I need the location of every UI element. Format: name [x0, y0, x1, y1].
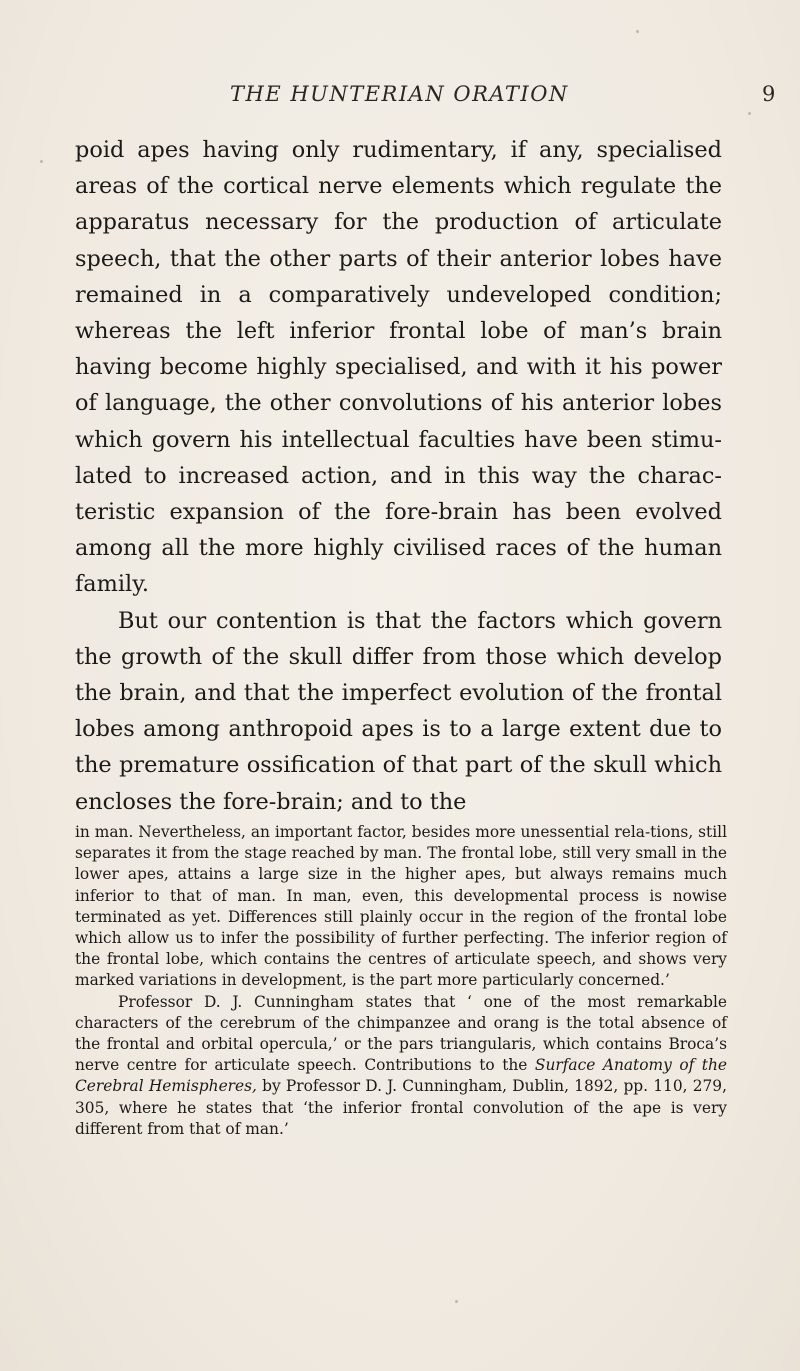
footnote: [75, 822, 727, 1140]
main-text: [75, 132, 722, 820]
body-paragraph: But our contention is that the factors which govern the growth of the skull differ from those which develop the brain, and that the imperfect evolution of the frontal lobes among anthropoid apes is to a large extent due to the premature ossification of that part of the skull which encloses the fore-brain; and to the: [75, 607, 722, 815]
paper-speck: [40, 160, 43, 163]
footnote-text: by Professor D. J. Cunningham, Dublin, 1892, pp. 110, 279, 305, where he states that ‘the inferior frontal convolution of the ape is very different from that of man.’: [75, 1077, 727, 1138]
page-number: 9: [762, 82, 776, 106]
paper-speck: [636, 30, 639, 33]
footnote-paragraph: in man. Nevertheless, an important factor, besides more unessential rela-tions, still separates it from the stage reached by man. The frontal lobe, still very small in the lower apes, attains a large size in the higher apes, but always remains much inferior to that of man. In man, even, this developmental process is nowise terminated as yet. Differences still plainly occur in the region of the frontal lobe which allow us to infer the possibility of further perfecting. The inferior region of the frontal lobe, which contains the centres of articulate speech, and shows very marked variations in development, is the part more particularly concerned.’: [75, 823, 727, 990]
paper-speck: [455, 1300, 458, 1303]
footnote-text: Professor D. J. Cunningham states that ‘ one of the most remarkable characters of the cerebrum of the chimpanzee and orang is the total absence of the frontal and orbital opercula,’ or the pars triangularis, which contains Broca’s nerve centre for articulate speech. Contributions to the: [75, 992, 727, 1075]
footnote-paragraph: [75, 992, 727, 1140]
body-paragraph: poid apes having only rudimentary, if any, specialised areas of the cortical nerve elements which regulate the apparatus necessary for the production of articulate speech, that the other parts of their anterior lobes have remained in a comparatively undeveloped condition; whereas the left inferior frontal lobe of man’s brain having become highly specialised, and with it his power of language, the other convolutions of his anterior lobes which govern his intellectual faculties have been stimu-lated to increased action, and in this way the charac-teristic expansion of the fore-brain has been evolved among all the more highly civilised races of the human family.: [75, 137, 722, 598]
book-title: Surface Anatomy of the Cerebral Hemispheres,: [75, 1056, 728, 1096]
running-head: [0, 82, 800, 116]
running-title: THE HUNTERIAN ORATION: [230, 82, 569, 106]
